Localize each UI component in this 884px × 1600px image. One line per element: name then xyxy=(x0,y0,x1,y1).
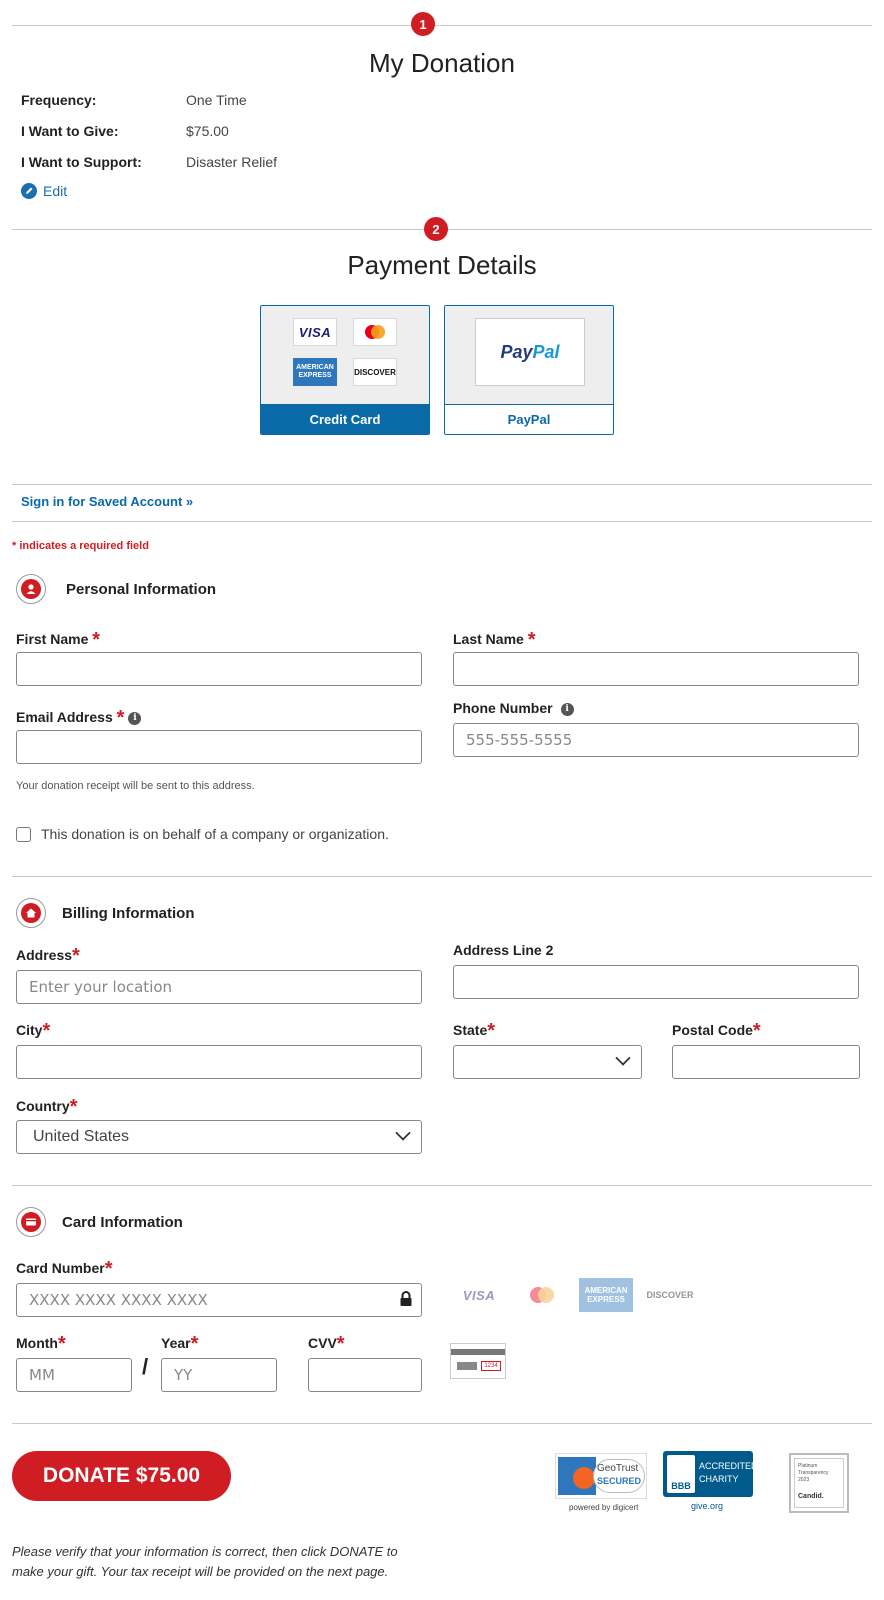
discover-logo-icon: DISCOVER xyxy=(353,358,397,386)
pencil-icon xyxy=(21,183,37,199)
visa-logo-icon: VISA xyxy=(293,318,337,346)
my-donation-title: My Donation xyxy=(369,48,515,78)
give-amount-label: I Want to Give: xyxy=(21,123,119,139)
give-amount-value: $75.00 xyxy=(186,123,229,139)
cvv-label: CVV* xyxy=(308,1333,345,1355)
card-info-heading: Card Information xyxy=(62,1214,183,1231)
cvv-card-icon: 1234 xyxy=(450,1343,506,1379)
amex-faded-icon: AMERICAN EXPRESS xyxy=(579,1278,633,1312)
billing-info-heading: Billing Information xyxy=(62,905,195,922)
first-name-input[interactable] xyxy=(16,652,422,686)
support-label: I Want to Support: xyxy=(21,154,142,170)
geotrust-seal[interactable]: GeoTrust SECURED powered by digicert xyxy=(555,1453,647,1515)
credit-card-option-label: Credit Card xyxy=(261,404,429,434)
date-separator: / xyxy=(142,1354,149,1379)
postal-code-input[interactable] xyxy=(672,1045,860,1079)
edit-donation-link[interactable] xyxy=(21,183,67,199)
payment-details-title: Payment Details xyxy=(347,250,537,280)
credit-card-option[interactable] xyxy=(260,305,430,435)
paypal-option[interactable] xyxy=(444,305,614,435)
billing-divider xyxy=(12,876,872,877)
last-name-label: Last Name * xyxy=(453,629,536,651)
donate-divider xyxy=(12,1423,872,1424)
company-donation-checkbox[interactable] xyxy=(16,827,31,842)
edit-label: Edit xyxy=(43,183,68,199)
phone-label: Phone Number i xyxy=(453,700,574,716)
discover-faded-icon: DISCOVER xyxy=(643,1278,697,1312)
city-input[interactable] xyxy=(16,1045,422,1079)
address-label: Address* xyxy=(16,945,80,967)
frequency-label: Frequency: xyxy=(21,92,97,108)
signin-bottom-divider xyxy=(12,521,872,522)
visa-faded-icon: VISA xyxy=(452,1278,506,1312)
address-line2-label: Address Line 2 xyxy=(453,942,554,958)
country-label: Country* xyxy=(16,1096,78,1118)
card-divider xyxy=(12,1185,872,1186)
sign-in-saved-account-link[interactable]: Sign in for Saved Account » xyxy=(21,494,194,509)
address-input[interactable] xyxy=(16,970,422,1004)
country-selected-value: United States xyxy=(33,1128,130,1145)
lock-icon xyxy=(399,1291,413,1307)
person-icon xyxy=(16,574,46,604)
home-icon xyxy=(16,898,46,928)
phone-info-icon[interactable]: i xyxy=(561,703,574,716)
credit-card-icon xyxy=(16,1207,46,1237)
donate-button[interactable]: DONATE $75.00 xyxy=(12,1451,231,1501)
step2-badge: 2 xyxy=(424,217,448,241)
year-label: Year* xyxy=(161,1333,199,1355)
frequency-value: One Time xyxy=(186,92,247,108)
signin-top-divider xyxy=(12,484,872,485)
verify-instructions: Please verify that your information is correct, then click DONATE to make your gift. Your tax receipt will be provided on the next page. xyxy=(12,1544,398,1579)
paypal-logo-icon: Pay Pal xyxy=(475,318,585,386)
email-info-icon[interactable]: i xyxy=(128,712,141,725)
required-field-note: * indicates a required field xyxy=(12,540,149,552)
phone-input[interactable] xyxy=(453,723,859,757)
card-number-input[interactable] xyxy=(16,1283,422,1317)
address-line2-input[interactable] xyxy=(453,965,859,999)
cvv-input[interactable] xyxy=(308,1358,422,1392)
email-input[interactable] xyxy=(16,730,422,764)
company-donation-row[interactable] xyxy=(16,826,389,842)
step1-divider xyxy=(12,25,872,26)
chevron-down-icon xyxy=(395,1125,410,1140)
candid-platinum-seal[interactable]: Platinum Transparency 2023 Candid. xyxy=(789,1453,849,1513)
paypal-option-label: PayPal xyxy=(507,411,551,427)
year-input[interactable] xyxy=(161,1358,277,1392)
first-name-label: First Name * xyxy=(16,629,101,651)
mastercard-faded-icon xyxy=(515,1278,569,1312)
city-label: City* xyxy=(16,1020,51,1042)
personal-info-heading: Personal Information xyxy=(66,581,217,598)
company-donation-label: This donation is on behalf of a company or organization. xyxy=(41,826,389,842)
state-select[interactable] xyxy=(453,1045,642,1079)
country-select[interactable] xyxy=(16,1120,422,1154)
card-number-label: Card Number* xyxy=(16,1258,113,1280)
postal-code-label: Postal Code* xyxy=(672,1020,761,1042)
month-input[interactable] xyxy=(16,1358,132,1392)
email-label: Email Address * i xyxy=(16,705,141,728)
support-value: Disaster Relief xyxy=(186,154,278,170)
month-label: Month* xyxy=(16,1333,66,1355)
mastercard-logo-icon xyxy=(353,318,397,346)
chevron-down-icon xyxy=(615,1050,630,1065)
amex-logo-icon: AMERICAN EXPRESS xyxy=(293,358,337,386)
email-helper-text: Your donation receipt will be sent to this address. xyxy=(16,780,255,792)
state-label: State* xyxy=(453,1020,496,1042)
step1-badge: 1 xyxy=(411,12,435,36)
bbb-accredited-seal[interactable]: BBB ACCREDITED CHARITY give.org xyxy=(663,1451,753,1515)
last-name-input[interactable] xyxy=(453,652,859,686)
